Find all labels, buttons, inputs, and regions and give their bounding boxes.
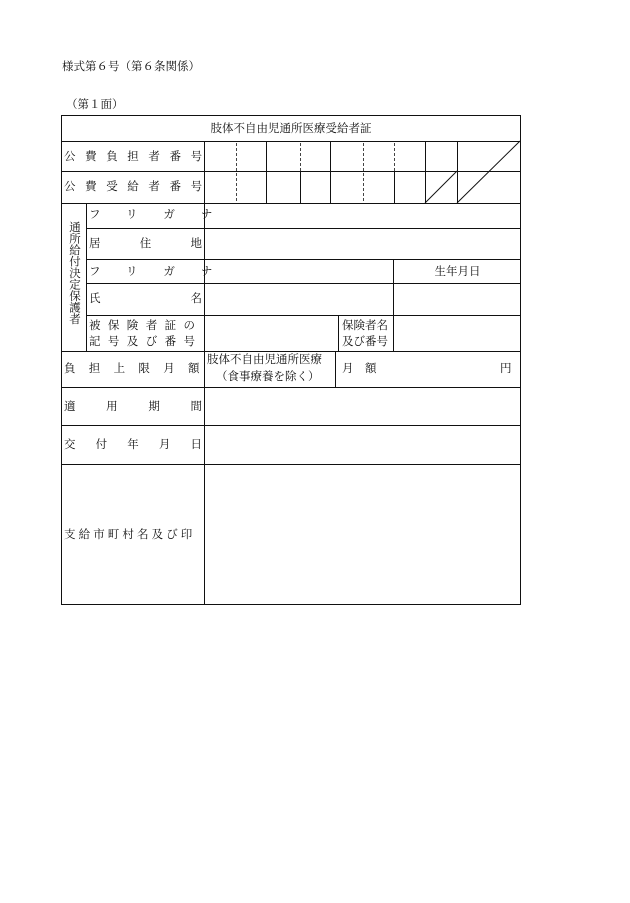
form-side-label: （第１面）	[66, 97, 124, 111]
insurance-card-label-line2: 記号及び番号	[89, 334, 203, 348]
address-label	[89, 238, 202, 250]
public-recipient-number-label	[64, 179, 212, 193]
furigana-field-1[interactable]	[205, 204, 520, 228]
medical-care-label-line1: 肢体不自由児通所医療	[207, 352, 322, 366]
municipality-seal-field[interactable]	[205, 465, 520, 604]
insurer-divider	[338, 315, 339, 351]
municipality-seal-label: 支給市町村名及び印	[64, 527, 196, 541]
label-text: 公費負担者番号	[64, 149, 212, 163]
label-char: 期	[148, 399, 160, 413]
monthly-amount-label: 月 額	[342, 361, 377, 375]
monthly-amount-field[interactable]	[380, 352, 495, 387]
monthly-limit-label: 負担上限月額	[64, 361, 213, 375]
label-char: 付	[95, 437, 108, 451]
label-char: 日	[190, 437, 202, 451]
validity-period-field[interactable]	[205, 388, 520, 425]
label-char: 月	[158, 437, 171, 451]
issue-date-field[interactable]	[205, 426, 520, 464]
validity-period-label	[64, 401, 202, 413]
label-char: 用	[106, 399, 118, 413]
insurer-label-line2: 及び番号	[342, 334, 388, 348]
address-char: 地	[190, 236, 202, 250]
medical-care-label-line2: （食事療養を除く）	[216, 369, 320, 383]
issue-date-label	[64, 439, 202, 451]
label-char: 年	[127, 437, 139, 451]
insurer-number-field[interactable]	[394, 316, 520, 351]
yen-unit: 円	[500, 361, 512, 375]
number-entry-cells[interactable]	[205, 142, 520, 203]
furigana-label-2: フリガナ	[89, 264, 239, 278]
address-char: 居	[89, 236, 101, 250]
insurer-label-line1: 保険者名	[342, 318, 388, 332]
guardian-vertical-label: 通所給付決定保護者	[68, 221, 82, 325]
name-char: 氏	[89, 291, 101, 305]
name-char: 名	[190, 291, 202, 305]
address-field[interactable]	[205, 229, 520, 259]
furigana-label-1: フリガナ	[89, 207, 239, 221]
insurance-card-number-field[interactable]	[205, 316, 338, 351]
public-burden-number-label	[64, 149, 212, 163]
label-char: 適	[64, 399, 76, 413]
birth-date-field[interactable]	[394, 284, 520, 315]
monthly-amount-divider	[335, 351, 336, 387]
address-char: 住	[139, 236, 152, 250]
furigana-field-2[interactable]	[205, 260, 393, 283]
label-text: 公費受給者番号	[64, 179, 212, 193]
insurance-card-label-line1: 被保険者証の	[89, 318, 203, 332]
form-number: 様式第６号（第６条関係）	[62, 59, 200, 73]
name-field[interactable]	[205, 284, 393, 315]
label-char: 間	[190, 399, 202, 413]
birth-date-label: 生年月日	[434, 264, 481, 278]
name-label	[89, 293, 202, 305]
label-char: 交	[64, 437, 76, 451]
form-title: 肢体不自由児通所医療受給者証	[210, 121, 372, 135]
